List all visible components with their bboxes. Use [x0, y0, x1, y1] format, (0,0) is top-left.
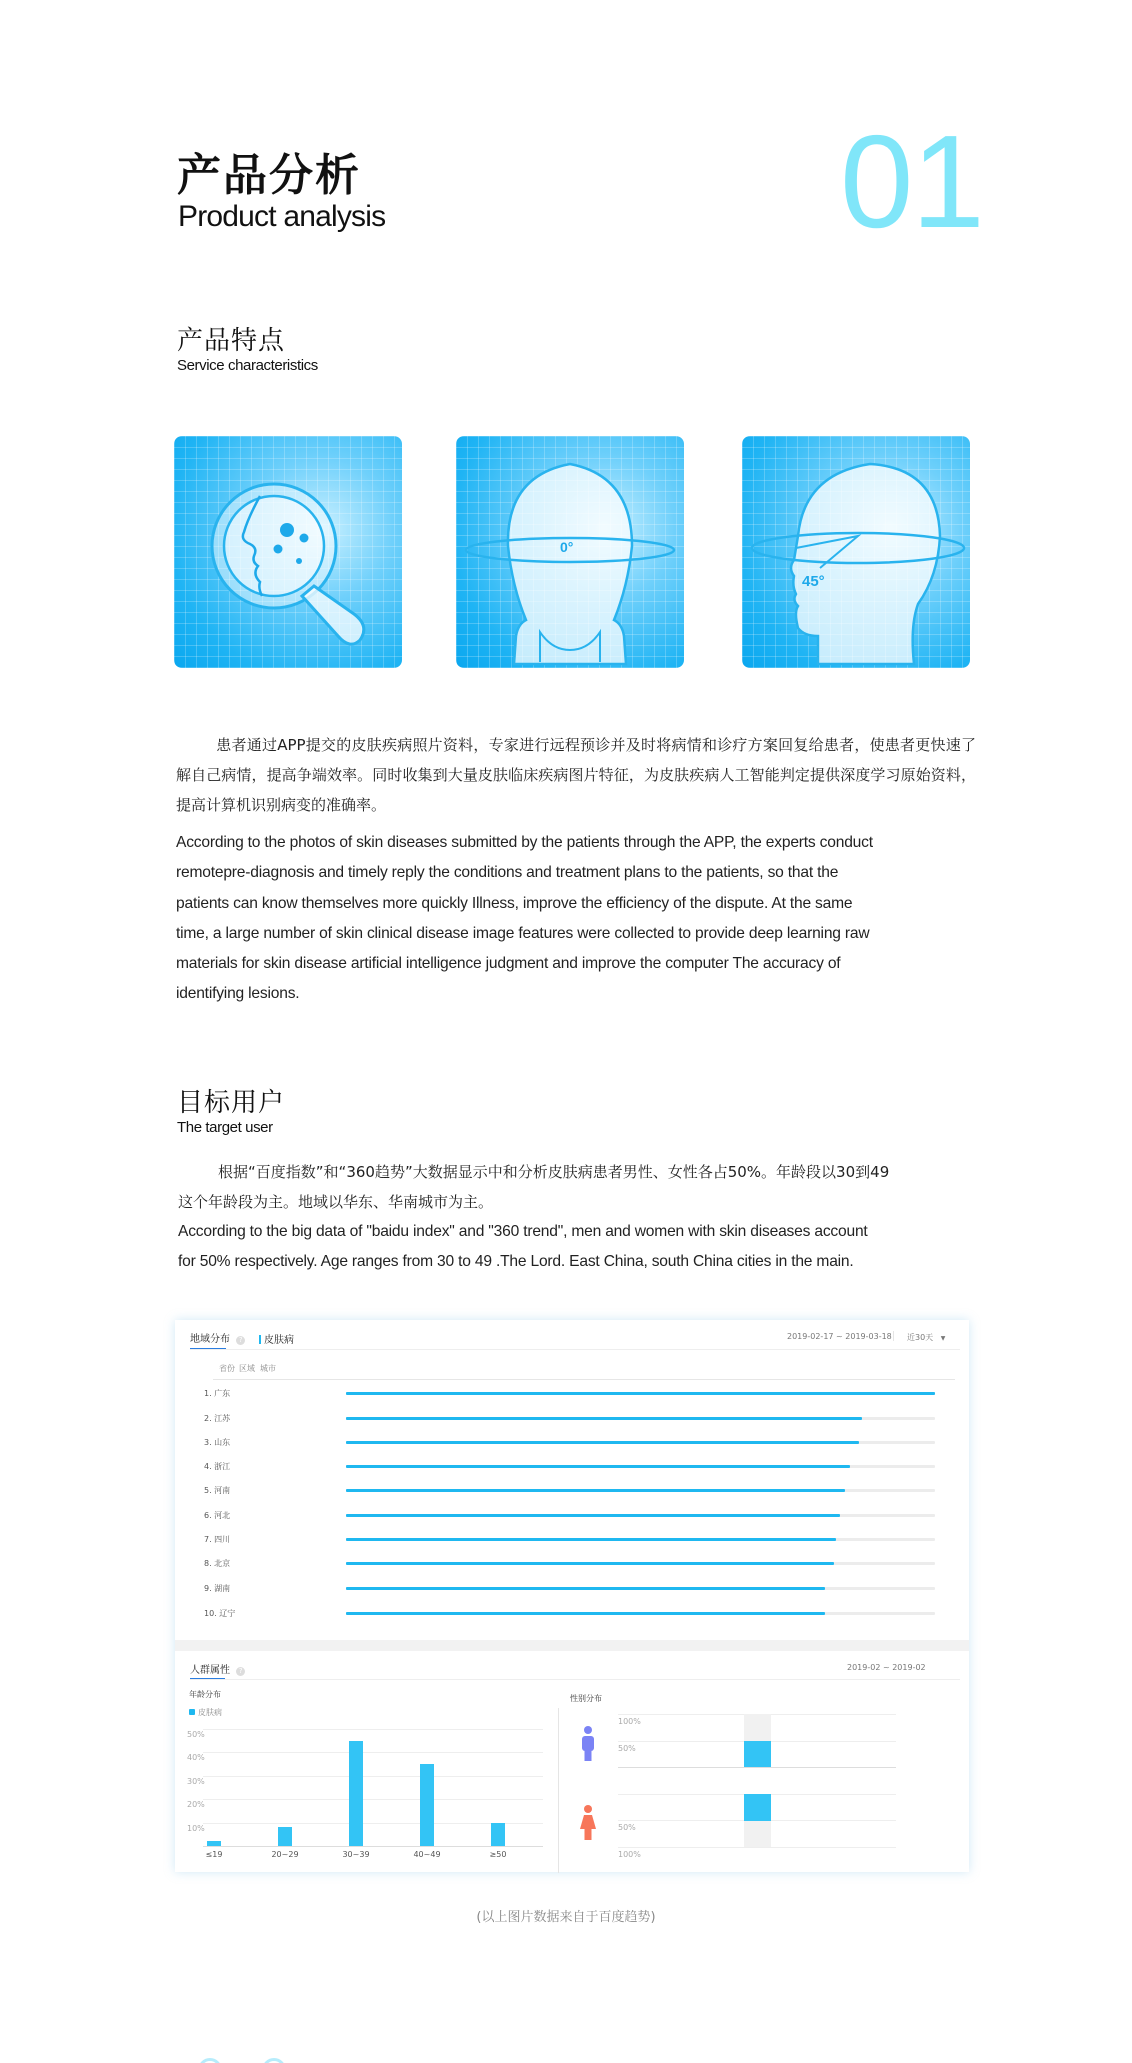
subtab-province[interactable]: 省份 [219, 1364, 235, 1373]
crowd-date-range: 2019-02 ~ 2019-02 [847, 1663, 926, 1672]
region-bar-fill [346, 1417, 862, 1420]
age-chart-legend: 皮肤病 [189, 1707, 222, 1718]
tab-region[interactable]: 地域分布 ? [190, 1330, 245, 1345]
divider [190, 1679, 960, 1680]
region-bar-fill [346, 1612, 825, 1615]
section-separator [175, 1640, 969, 1651]
male-bar [744, 1741, 771, 1768]
gridline [203, 1776, 543, 1777]
target-user-title: 目标用户 [177, 1088, 286, 1118]
x-tick-label: ≤19 [205, 1850, 223, 1859]
y-tick-label: 20% [187, 1800, 205, 1810]
gridline [618, 1847, 896, 1848]
age-bar-chart [187, 1725, 543, 1865]
divider [190, 1349, 960, 1350]
target-user-subtitle: The target user [177, 1119, 273, 1136]
age-bar[interactable] [207, 1841, 221, 1846]
region-bar-track [346, 1465, 935, 1468]
section-number: 01 [840, 108, 983, 255]
region-bar-track [346, 1514, 935, 1517]
region-row-label: 3. 山东 [204, 1438, 231, 1447]
male-icon [580, 1725, 596, 1765]
decorative-circle [198, 2058, 222, 2063]
region-bar-fill [346, 1562, 834, 1565]
x-axis [618, 1767, 896, 1768]
help-icon[interactable]: ? [236, 1667, 245, 1676]
x-tick-label: ≥50 [489, 1850, 507, 1859]
gridline [203, 1729, 543, 1730]
region-bar-track [346, 1392, 935, 1395]
region-row-label: 6. 河北 [204, 1511, 231, 1520]
y-tick-label: 10% [187, 1823, 205, 1833]
y-tick-label: 100% [618, 1850, 641, 1859]
features-subtitle: Service characteristics [177, 357, 318, 374]
region-bar-fill [346, 1465, 850, 1468]
legend-marker [259, 1335, 261, 1344]
head-front-0-degree-icon [456, 436, 684, 668]
region-bar-fill [346, 1538, 836, 1541]
y-tick-label: 50% [187, 1730, 205, 1739]
subtab-region[interactable]: 区域 [239, 1364, 255, 1373]
gridline [203, 1752, 543, 1753]
age-bar[interactable] [278, 1827, 292, 1846]
region-bar-track [346, 1538, 935, 1541]
region-row-label: 7. 四川 [204, 1535, 231, 1544]
page-title: 产品分析 [177, 150, 361, 201]
divider [893, 1331, 894, 1341]
region-bar-track [346, 1441, 935, 1444]
gender-chart-title: 性别分布 [570, 1694, 602, 1703]
region-bar-track [346, 1417, 935, 1420]
female-bar [744, 1794, 771, 1821]
feature-card-front-head [456, 436, 684, 668]
region-bar-fill [346, 1514, 840, 1517]
y-tick-label: 50% [618, 1744, 636, 1753]
x-axis [203, 1846, 543, 1847]
age-bar[interactable] [420, 1764, 434, 1846]
region-bar-fill [346, 1587, 825, 1590]
features-paragraph-en: According to the photos of skin diseases submitted by the patients through the APP, the experts conduct remotepre-diagnosis and timely reply the conditions and treatment plans to the patients, so that the patients can know themselves more quickly Illness, improve the efficiency of the dispute. At the same time, a large number of skin clinical disease image features were collected to provide deep learning raw materials for skin disease artificial intelligence judgment and improve the computer The accuracy of identifying lesions. [176, 834, 873, 1003]
decorative-circle [262, 2058, 286, 2063]
age-bar[interactable] [491, 1823, 505, 1846]
features-paragraph-cn: 患者通过APP提交的皮肤疾病照片资料，专家进行远程预诊并及时将病情和诊疗方案回复给患者，使患者更快速了解自己病情，提高争端效率。同时收集到大量皮肤临床疾病图片特征，为皮肤疾病人工智能判定提供深度学习原始资料，提高计算机识别病变的准确率。 [176, 736, 976, 814]
region-date-range: 2019-02-17 ~ 2019-03-18 [787, 1332, 892, 1341]
target-user-paragraph-en: According to the big data of "baidu index" and "360 trend", men and women with skin diseases account for 50% respectively. Age ranges from 30 to 49 .The Lord. East China, south China cities in the main. [178, 1223, 868, 1271]
age-chart-title: 年龄分布 [189, 1690, 221, 1699]
region-bar-track [346, 1612, 935, 1615]
x-tick-label: 20~29 [271, 1850, 299, 1859]
region-row-label: 2. 江苏 [204, 1414, 231, 1423]
data-dashboard [175, 1320, 969, 1872]
region-row-label: 10. 辽宁 [204, 1609, 236, 1618]
tab-crowd[interactable]: 人群属性 ? [190, 1661, 245, 1676]
region-bar-track [346, 1587, 935, 1590]
region-row-label: 8. 北京 [204, 1559, 231, 1568]
region-row-label: 4. 浙江 [204, 1462, 231, 1471]
features-title: 产品特点 [177, 326, 286, 356]
keyword-legend: 皮肤病 [259, 1331, 294, 1346]
region-row-label: 9. 湖南 [204, 1584, 231, 1593]
y-tick-label: 50% [618, 1823, 636, 1832]
y-tick-label: 30% [187, 1776, 205, 1786]
subtab-city[interactable]: 城市 [260, 1364, 276, 1373]
x-tick-label: 30~39 [342, 1850, 370, 1859]
caret-down-icon: ▼ [940, 1335, 946, 1342]
region-bar-fill [346, 1392, 935, 1395]
region-bar-fill [346, 1441, 859, 1444]
page-subtitle: Product analysis [178, 200, 386, 233]
data-source-note: (以上图片数据来自于百度趋势) [476, 1910, 656, 1925]
region-row-label: 5. 河南 [204, 1486, 231, 1495]
help-icon[interactable]: ? [236, 1336, 245, 1345]
y-tick-label: 40% [187, 1753, 205, 1763]
divider [213, 1379, 955, 1380]
feature-card-side-head [742, 436, 970, 668]
magnifier-face-icon [174, 436, 402, 668]
svg-text:0°: 0° [560, 539, 574, 555]
region-bar-track [346, 1489, 935, 1492]
feature-card-magnifier [174, 436, 402, 668]
head-side-45-degree-icon [742, 436, 970, 668]
svg-text:45°: 45° [802, 573, 825, 590]
region-row-label: 1. 广东 [204, 1389, 231, 1398]
gridline [203, 1799, 543, 1800]
period-select[interactable]: 近30天 ▼ [907, 1333, 946, 1342]
female-icon [579, 1804, 597, 1844]
age-bar[interactable] [349, 1741, 363, 1846]
legend-swatch [189, 1709, 195, 1715]
y-tick-label: 100% [618, 1717, 641, 1726]
x-tick-label: 40~49 [413, 1850, 441, 1859]
target-user-paragraph-cn: 根据“百度指数”和“360趋势”大数据显示中和分析皮肤病患者男性、女性各占50%。年龄段以30到49 这个年龄段为主。地域以华东、华南城市为主。 [178, 1163, 890, 1211]
vertical-divider [558, 1708, 559, 1873]
region-bar-track [346, 1562, 935, 1565]
region-bar-fill [346, 1489, 845, 1492]
